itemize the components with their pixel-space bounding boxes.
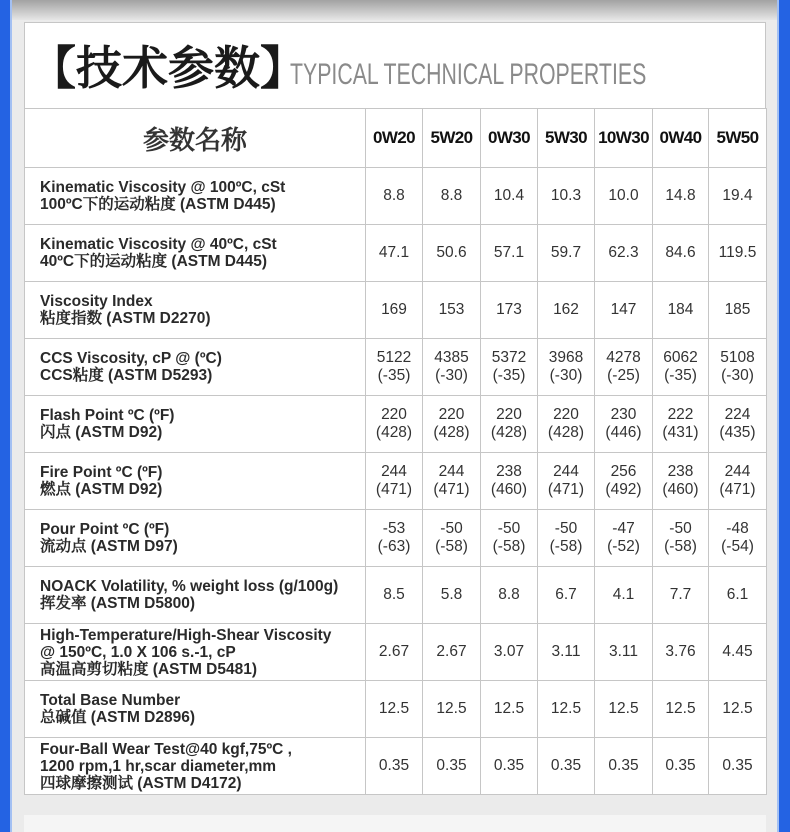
grade-header: 5W20 — [423, 109, 481, 168]
value-cell: 10.3 — [538, 168, 595, 225]
value-cell — [481, 510, 538, 567]
property-label — [25, 453, 366, 510]
value-main: -53 — [382, 520, 406, 537]
page-title: 【技术参数】 — [30, 42, 306, 94]
properties-table — [24, 108, 767, 795]
property-label-line: 40ºC下的运动粘度 (ASTM D445) — [40, 253, 267, 270]
table-row — [25, 624, 767, 681]
value-cell: 84.6 — [653, 225, 709, 282]
parameter-name-header: 参数名称 — [25, 109, 366, 168]
value-cell: 59.7 — [538, 225, 595, 282]
value-paren: (428) — [547, 424, 585, 441]
value-cell — [481, 453, 538, 510]
right-blue-frame — [779, 0, 790, 832]
value-cell: 8.8 — [366, 168, 423, 225]
property-label-line: Flash Point ºC (ºF) — [40, 407, 175, 424]
value-main: 6062 — [663, 349, 698, 366]
grade-header: 5W50 — [709, 109, 767, 168]
title-row — [24, 22, 766, 108]
value-cell — [709, 453, 767, 510]
value-paren: (-54) — [721, 538, 754, 555]
value-cell — [653, 339, 709, 396]
value-cell — [423, 510, 481, 567]
value-cell: 3.11 — [595, 624, 653, 681]
value-cell: 8.8 — [481, 567, 538, 624]
value-main: -48 — [726, 520, 749, 537]
value-cell: 173 — [481, 282, 538, 339]
property-label-line: 流动点 (ASTM D97) — [40, 538, 178, 555]
value-main: 4385 — [434, 349, 469, 366]
property-label-line: Kinematic Viscosity @ 100ºC, cSt — [40, 179, 286, 196]
value-cell: 4.45 — [709, 624, 767, 681]
value-cell: 8.8 — [423, 168, 481, 225]
value-cell: 3.07 — [481, 624, 538, 681]
property-label-line: 挥发率 (ASTM D5800) — [40, 595, 196, 612]
value-cell: 185 — [709, 282, 767, 339]
value-cell — [595, 453, 653, 510]
value-paren: (428) — [433, 424, 470, 441]
grade-header: 0W20 — [366, 109, 423, 168]
value-paren: (-58) — [492, 538, 526, 555]
bottom-panel — [24, 815, 766, 832]
value-paren: (460) — [490, 481, 528, 498]
value-cell: 4.1 — [595, 567, 653, 624]
value-cell: 10.0 — [595, 168, 653, 225]
value-cell: 57.1 — [481, 225, 538, 282]
value-main: -50 — [440, 520, 463, 537]
property-label-line: @ 150ºC, 1.0 X 106 s.-1, cP — [40, 643, 236, 661]
value-cell — [595, 510, 653, 567]
value-cell: 12.5 — [595, 681, 653, 738]
value-cell: 3.11 — [538, 624, 595, 681]
value-cell — [538, 339, 595, 396]
property-label-line: 总碱值 (ASTM D2896) — [40, 709, 196, 726]
value-cell — [423, 339, 481, 396]
value-cell: 50.6 — [423, 225, 481, 282]
property-label-line: 粘度指数 (ASTM D2270) — [40, 310, 211, 327]
value-main: -47 — [612, 520, 635, 537]
value-cell: 119.5 — [709, 225, 767, 282]
value-cell: 0.35 — [423, 738, 481, 795]
property-label — [25, 396, 366, 453]
value-cell — [481, 396, 538, 453]
value-paren: (446) — [605, 424, 642, 441]
value-cell — [366, 396, 423, 453]
value-paren: (-30) — [721, 367, 754, 384]
value-cell: 2.67 — [366, 624, 423, 681]
value-main: 244 — [553, 463, 579, 480]
value-main: 222 — [667, 406, 694, 423]
value-cell: 12.5 — [653, 681, 709, 738]
property-label-line: CCS粘度 (ASTM D5293) — [40, 367, 213, 384]
value-cell: 12.5 — [538, 681, 595, 738]
table-row — [25, 510, 767, 567]
tech-properties-card — [24, 22, 766, 795]
value-cell: 6.7 — [538, 567, 595, 624]
value-main: 5122 — [376, 349, 412, 366]
table-row — [25, 453, 767, 510]
property-label — [25, 510, 366, 567]
value-cell: 5.8 — [423, 567, 481, 624]
property-label-line: Total Base Number — [40, 692, 181, 709]
value-cell: 14.8 — [653, 168, 709, 225]
value-main: 4278 — [606, 349, 641, 366]
page-subtitle: TYPICAL TECHNICAL PROPERTIES — [290, 58, 647, 91]
property-label — [25, 624, 366, 681]
value-main: -50 — [554, 520, 578, 537]
value-cell: 184 — [653, 282, 709, 339]
value-paren: (-30) — [435, 367, 468, 384]
value-paren: (431) — [662, 424, 699, 441]
value-cell: 12.5 — [481, 681, 538, 738]
value-cell: 12.5 — [423, 681, 481, 738]
value-cell: 0.35 — [595, 738, 653, 795]
property-label — [25, 168, 366, 225]
value-cell: 153 — [423, 282, 481, 339]
value-cell — [653, 453, 709, 510]
value-paren: (435) — [719, 424, 756, 441]
property-label-line: Four-Ball Wear Test@40 kgf,75ºC , — [40, 740, 292, 758]
top-strip — [12, 0, 779, 20]
value-paren: (471) — [375, 481, 413, 498]
value-paren: (428) — [375, 424, 413, 441]
property-label-line: Kinematic Viscosity @ 40ºC, cSt — [40, 236, 277, 253]
property-label-line: 高温高剪切粘度 (ASTM D5481) — [40, 660, 258, 678]
value-cell — [595, 339, 653, 396]
value-main: 5108 — [720, 349, 755, 366]
value-paren: (-35) — [377, 367, 411, 384]
grade-header: 0W40 — [653, 109, 709, 168]
value-paren: (-58) — [549, 538, 583, 555]
property-label-line: Fire Point ºC (ºF) — [40, 464, 163, 481]
value-paren: (428) — [490, 424, 528, 441]
value-paren: (-25) — [607, 367, 640, 384]
value-paren: (-52) — [607, 538, 640, 555]
value-cell — [538, 453, 595, 510]
value-cell — [366, 339, 423, 396]
value-cell — [709, 510, 767, 567]
value-cell: 6.1 — [709, 567, 767, 624]
property-label-line: Viscosity Index — [40, 293, 153, 310]
value-cell — [653, 510, 709, 567]
value-cell — [366, 510, 423, 567]
value-main: 3968 — [548, 349, 584, 366]
property-label-line: CCS Viscosity, cP @ (ºC) — [40, 350, 222, 367]
value-main: 224 — [724, 406, 751, 423]
value-main: 256 — [610, 463, 637, 480]
value-cell: 3.76 — [653, 624, 709, 681]
value-cell: 12.5 — [366, 681, 423, 738]
value-cell: 147 — [595, 282, 653, 339]
table-header-row — [25, 109, 767, 168]
value-main: 244 — [438, 463, 465, 480]
value-cell: 19.4 — [709, 168, 767, 225]
value-paren: (471) — [719, 481, 756, 498]
value-main: 220 — [553, 406, 579, 423]
value-paren: (471) — [433, 481, 470, 498]
value-cell: 12.5 — [709, 681, 767, 738]
value-cell — [709, 339, 767, 396]
value-main: 220 — [438, 406, 465, 423]
value-cell: 0.35 — [653, 738, 709, 795]
value-main: 244 — [724, 463, 751, 480]
value-cell: 0.35 — [481, 738, 538, 795]
property-label — [25, 567, 366, 624]
table-row — [25, 168, 767, 225]
value-cell: 8.5 — [366, 567, 423, 624]
value-paren: (492) — [605, 481, 642, 498]
value-cell — [653, 396, 709, 453]
property-label — [25, 738, 366, 795]
property-label-line: Pour Point ºC (ºF) — [40, 521, 170, 538]
value-main: 230 — [610, 406, 637, 423]
grade-header: 5W30 — [538, 109, 595, 168]
property-label-line: NOACK Volatility, % weight loss (g/100g) — [40, 578, 339, 595]
property-label — [25, 681, 366, 738]
left-blue-frame — [0, 0, 10, 832]
value-cell — [538, 510, 595, 567]
property-label — [25, 225, 366, 282]
table-row — [25, 738, 767, 795]
property-label-line: 燃点 (ASTM D92) — [40, 481, 163, 498]
property-label — [25, 282, 366, 339]
value-cell: 10.4 — [481, 168, 538, 225]
property-label-line: 四球摩擦测试 (ASTM D4172) — [40, 774, 242, 792]
value-main: 238 — [496, 463, 522, 480]
value-cell: 47.1 — [366, 225, 423, 282]
value-paren: (-35) — [664, 367, 697, 384]
value-paren: (-30) — [549, 367, 583, 384]
value-main: 238 — [667, 463, 694, 480]
property-label-line: 1200 rpm,1 hr,scar diameter,mm — [40, 757, 277, 775]
value-cell — [423, 396, 481, 453]
value-main: 220 — [496, 406, 522, 423]
value-cell: 169 — [366, 282, 423, 339]
value-cell — [423, 453, 481, 510]
table-row — [25, 396, 767, 453]
table-row — [25, 339, 767, 396]
value-main: -50 — [497, 520, 521, 537]
value-main: 5372 — [491, 349, 527, 366]
grade-header: 0W30 — [481, 109, 538, 168]
value-paren: (-63) — [377, 538, 411, 555]
property-label-line: High-Temperature/High-Shear Viscosity — [40, 626, 332, 644]
value-cell: 0.35 — [709, 738, 767, 795]
value-paren: (460) — [662, 481, 699, 498]
value-cell: 0.35 — [538, 738, 595, 795]
value-cell: 162 — [538, 282, 595, 339]
value-paren: (-58) — [435, 538, 468, 555]
value-main: 220 — [381, 406, 407, 423]
value-cell: 7.7 — [653, 567, 709, 624]
value-cell — [538, 396, 595, 453]
value-cell — [595, 396, 653, 453]
value-paren: (-58) — [664, 538, 697, 555]
property-label-line: 闪点 (ASTM D92) — [40, 424, 163, 441]
value-cell — [709, 396, 767, 453]
grade-header: 10W30 — [595, 109, 653, 168]
table-row — [25, 681, 767, 738]
value-cell: 0.35 — [366, 738, 423, 795]
value-cell: 2.67 — [423, 624, 481, 681]
table-row — [25, 282, 767, 339]
value-main: -50 — [669, 520, 692, 537]
value-paren: (-35) — [492, 367, 526, 384]
property-label — [25, 339, 366, 396]
value-cell: 62.3 — [595, 225, 653, 282]
value-cell — [366, 453, 423, 510]
value-cell — [481, 339, 538, 396]
table-row — [25, 225, 767, 282]
table-row — [25, 567, 767, 624]
property-label-line: 100ºC下的运动粘度 (ASTM D445) — [40, 196, 276, 213]
value-main: 244 — [381, 463, 407, 480]
value-paren: (471) — [547, 481, 585, 498]
